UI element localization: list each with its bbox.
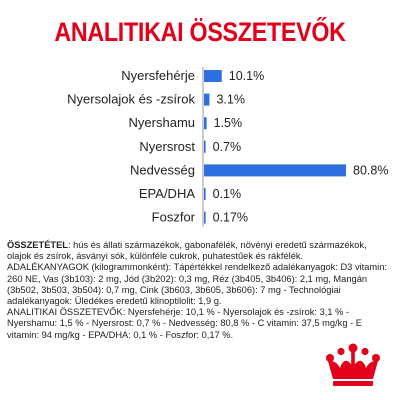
analytical-bar-chart <box>0 60 400 230</box>
additives-paragraph: ADALÉKANYAGOK (kilogrammonként): Tápértékkel rendelkező adalékanyagok: D3 vitamin: 260 NE, Vas (3b103): 2 mg, Jód (3b202): 0,3 mg, Réz (3b405, 3b406): 2,1 mg, Mangán (3b502, 3b503, 3b504): 0,7 mg, Cink (3b603, 3b605, 3b606): 7 mg - Technológiai adalékanyagok: Üledékes eredetű klinoptilolit: 1,9 g. <box>7 262 387 307</box>
royal-canin-crown-icon <box>322 342 384 394</box>
category-label-nyersfeherje: Nyersfehérje <box>121 68 195 83</box>
value-label-nyershamu: 1.5% <box>213 116 243 131</box>
category-label-nyershamu: Nyershamu <box>128 115 195 131</box>
bar-epa-dha <box>204 188 206 200</box>
value-label-nyersrost: 0.7% <box>212 139 242 154</box>
bar-nyershamu <box>204 117 207 129</box>
bar-nyersolajok-es-zsirok <box>204 94 209 106</box>
value-label-nedvesseg: 80.8% <box>353 163 389 178</box>
category-label-nyersrost: Nyersrost <box>139 138 195 154</box>
composition-label: ÖSSZETÉTEL <box>7 240 68 250</box>
ingredients-text <box>7 240 393 341</box>
category-label-epa-dha: EPA/DHA <box>138 186 195 201</box>
category-label-nedvesseg: Nedvesség <box>129 162 195 178</box>
composition-text: : hús és állati származékok, gabonafélék, növényi eredetű származékok, olajok és zsírok, ásványi sók, különféle cukrok, puhatestűek és rákfélék. <box>7 240 367 262</box>
bar-nyersfeherje <box>204 70 222 82</box>
bar-foszfor <box>204 212 206 224</box>
value-label-nyersolajok-es-zsirok: 3.1% <box>216 92 245 107</box>
value-label-nyersfeherje: 10.1% <box>228 69 265 83</box>
bar-nyersrost <box>204 141 206 153</box>
value-label-foszfor: 0.17% <box>212 210 249 225</box>
category-label-foszfor: Foszfor <box>151 209 195 225</box>
analytical-paragraph: ANALITIKAI ÖSSZETEVŐK: Nyersfehérje: 10,1 % - Nyersolajok és -zsírok: 3,1 % - Nyershamu: 1,5 % - Nyersrost: 0,7 % - Nedvesség: 80,8 % - C vitamin: 37,5 mg/kg - E vitamin: 94 mg/kg - EPA/DHA: 0,1 % - Foszfor: 0,17 %. <box>7 307 362 340</box>
value-label-epa-dha: 0.1% <box>212 187 242 201</box>
page-title: ANALITIKAI ÖSSZETEVŐK <box>54 17 346 47</box>
category-label-nyersolajok-es-zsirok: Nyersolajok és -zsírok <box>67 91 195 107</box>
bar-nedvesseg <box>204 164 346 176</box>
composition-paragraph <box>7 240 393 262</box>
